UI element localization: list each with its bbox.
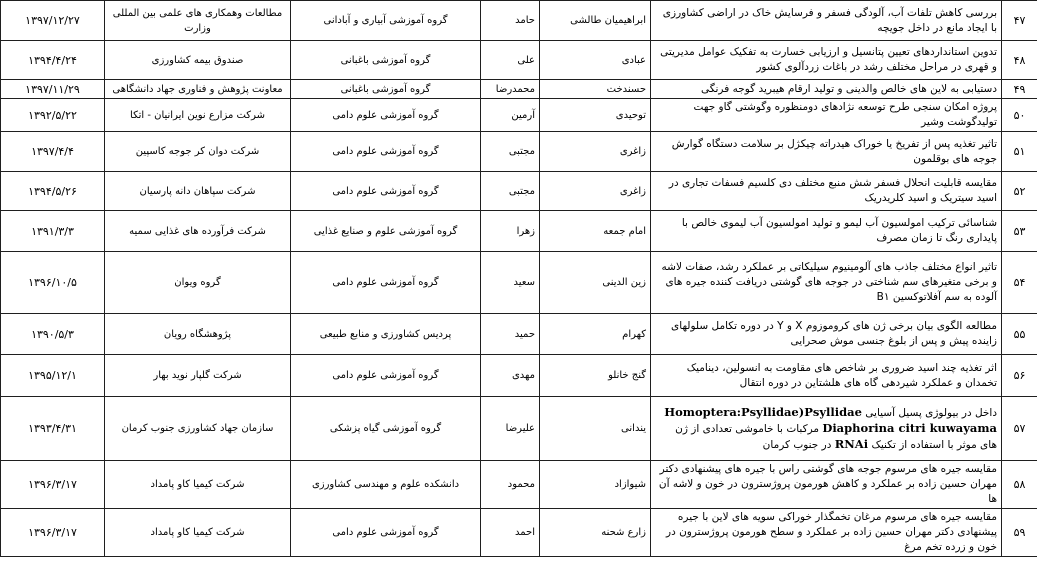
row-number-cell: ۵۳ — [1002, 211, 1037, 252]
lastname-cell: کهرام — [540, 314, 651, 355]
firstname-cell: حامد — [481, 1, 540, 41]
sponsor-organization-cell: شرکت سپاهان دانه پارسیان — [105, 172, 291, 211]
table-row — [1, 172, 1037, 211]
department-cell: پردیس کشاورزی و منابع طبیعی — [291, 314, 481, 355]
project-title-segment: مقایسه جیره های مرسوم مرغان تخمگذار خوراکی سویه های لاین با جیره پیشنهادی دکتر مهران حسین زاده بر عملکرد و سطح هورمون پروژسترون در خون و زرده تخم مرغ — [666, 511, 997, 553]
lastname-cell: امام جمعه — [540, 211, 651, 252]
lastname-cell: عبادی — [540, 41, 651, 80]
department-cell: گروه آموزشی باغبانی — [291, 80, 481, 99]
sponsor-organization-cell: شرکت کیمیا کاو پامداد — [105, 461, 291, 509]
project-title-segment: شناسائی ترکیب امولسیون آب لیمو و تولید امولسیون آب لیموی خالص با پایداری رنگ تا زمان مصرف — [681, 217, 997, 244]
sponsor-organization-cell: شرکت گلپار نوید بهار — [105, 355, 291, 397]
lastname-cell: گنج خانلو — [540, 355, 651, 397]
lastname-cell: شیوازاد — [540, 461, 651, 509]
project-title-cell — [651, 355, 1002, 397]
sponsor-organization-cell: گروه ویوان — [105, 252, 291, 314]
project-title-cell — [651, 461, 1002, 509]
sponsor-organization-cell: معاونت پژوهش و فناوری جهاد دانشگاهی — [105, 80, 291, 99]
project-title-segment: مقایسه جیره های مرسوم جوجه های گوشتی راس با جیره های پیشنهادی دکتر مهران حسین زاده بر عملکرد و کاهش هورمون پروژسترون در خون و لاشه آن ها — [658, 463, 997, 505]
table-row — [1, 41, 1037, 80]
project-title-cell — [651, 397, 1002, 461]
department-cell: گروه آموزشی علوم دامی — [291, 252, 481, 314]
row-number-cell: ۴۸ — [1002, 41, 1037, 80]
row-number-cell: ۵۹ — [1002, 509, 1037, 557]
row-number-cell: ۵۱ — [1002, 132, 1037, 172]
row-number-cell: ۵۲ — [1002, 172, 1037, 211]
firstname-cell: محمدرضا — [481, 80, 540, 99]
lastname-cell: زارع شحنه — [540, 509, 651, 557]
project-title-cell — [651, 314, 1002, 355]
department-cell: گروه آموزشی علوم دامی — [291, 132, 481, 172]
firstname-cell: حمید — [481, 314, 540, 355]
lastname-cell: یندانی — [540, 397, 651, 461]
project-title-segment: مقایسه قابلیت انحلال فسفر شش منبع مختلف دی کلسیم فسفات تجاری در اسید سیتریک و اسید کلریدریک — [668, 177, 997, 204]
lastname-cell: ابراهیمیان طالشی — [540, 1, 651, 41]
table-row — [1, 509, 1037, 557]
contract-date-cell: ۱۳۹۵/۱۲/۱ — [1, 355, 105, 397]
department-cell: گروه آموزشی علوم دامی — [291, 172, 481, 211]
project-title-segment: دستیابی به لاین های خالص والدینی و تولید ارقام هیبرید گوجه فرنگی — [700, 82, 997, 95]
lastname-cell: زاغری — [540, 172, 651, 211]
project-title-segment: مرکبات با خاموشی تعدادی از ژن های موثر — [675, 422, 997, 451]
firstname-cell: مجتبی — [481, 172, 540, 211]
firstname-cell: محمود — [481, 461, 540, 509]
project-title-segment: RNAi — [834, 436, 869, 451]
project-title-cell — [651, 99, 1002, 132]
contract-date-cell: ۱۳۹۷/۴/۴ — [1, 132, 105, 172]
row-number-cell: ۵۶ — [1002, 355, 1037, 397]
contract-date-cell: ۱۳۹۰/۵/۳ — [1, 314, 105, 355]
table-row — [1, 1, 1037, 41]
project-title-cell — [651, 172, 1002, 211]
project-title-cell — [651, 80, 1002, 99]
firstname-cell: مجتبی — [481, 132, 540, 172]
sponsor-organization-cell: پژوهشگاه رویان — [105, 314, 291, 355]
project-title-segment: Diaphorina citri kuwayama — [822, 420, 997, 435]
contract-date-cell: ۱۳۹۷/۱۱/۲۹ — [1, 80, 105, 99]
row-number-cell: ۴۹ — [1002, 80, 1037, 99]
contract-date-cell: ۱۳۹۴/۴/۲۴ — [1, 41, 105, 80]
department-cell: گروه آموزشی علوم و صنایع غذایی — [291, 211, 481, 252]
firstname-cell: علی — [481, 41, 540, 80]
lastname-cell: توحیدی — [540, 99, 651, 132]
sponsor-organization-cell: شرکت کیمیا کاو پامداد — [105, 509, 291, 557]
project-title-segment: Homoptera:Psyllidae)Psyllidae — [664, 404, 862, 419]
lastname-cell: زاغری — [540, 132, 651, 172]
project-title-segment: اثر تغذیه چند اسید ضروری بر شاخص های مقاومت به انسولین، دینامیک تخمدان و عملکرد شیردهی گاه های هلشتاین در دوره انتقال — [686, 361, 997, 389]
contract-date-cell: ۱۳۹۶/۳/۱۷ — [1, 461, 105, 509]
sponsor-organization-cell: مطالعات وهمکاری های علمی بین المللی وزارت — [105, 1, 291, 41]
firstname-cell: زهرا — [481, 211, 540, 252]
contract-date-cell: ۱۳۹۶/۱۰/۵ — [1, 252, 105, 314]
contract-date-cell: ۱۳۹۱/۳/۳ — [1, 211, 105, 252]
department-cell: دانشکده علوم و مهندسی کشاورزی — [291, 461, 481, 509]
sponsor-organization-cell: سازمان جهاد کشاورزی جنوب کرمان — [105, 397, 291, 461]
project-title-segment: پروژه امکان سنجی طرح توسعه نژادهای دومنظوره وگوشتی گاو جهت تولیدگوشت وشیر — [693, 101, 997, 128]
contract-date-cell: ۱۳۹۲/۵/۲۲ — [1, 99, 105, 132]
row-number-cell: ۵۷ — [1002, 397, 1037, 461]
sponsor-organization-cell: صندوق بیمه کشاورزی — [105, 41, 291, 80]
lastname-cell: زین الدینی — [540, 252, 651, 314]
contract-date-cell: ۱۳۹۳/۴/۳۱ — [1, 397, 105, 461]
firstname-cell: مهدی — [481, 355, 540, 397]
department-cell: گروه آموزشی آبیاری و آبادانی — [291, 1, 481, 41]
firstname-cell: علیرضا — [481, 397, 540, 461]
row-number-cell: ۵۴ — [1002, 252, 1037, 314]
firstname-cell: احمد — [481, 509, 540, 557]
row-number-cell: ۵۵ — [1002, 314, 1037, 355]
lastname-cell: حسندخت — [540, 80, 651, 99]
sponsor-organization-cell: شرکت فرآورده های غذایی سمیه — [105, 211, 291, 252]
department-cell: گروه آموزشی علوم دامی — [291, 509, 481, 557]
contract-date-cell: ۱۳۹۴/۵/۲۶ — [1, 172, 105, 211]
firstname-cell: آرمین — [481, 99, 540, 132]
project-title-cell — [651, 1, 1002, 41]
project-title-segment: تاثیر تغذیه پس از تفریخ یا خوراک هیدراته چیکژل بر سلامت دستگاه گوارش جوجه های بوقلمون — [671, 137, 997, 165]
table-row — [1, 252, 1037, 314]
firstname-cell: سعید — [481, 252, 540, 314]
sponsor-organization-cell: شرکت دوان کر جوجه کاسپین — [105, 132, 291, 172]
table-body — [1, 1, 1037, 557]
department-cell: گروه آموزشی گیاه پزشکی — [291, 397, 481, 461]
project-title-cell — [651, 211, 1002, 252]
table-row — [1, 80, 1037, 99]
project-title-segment: در جنوب کرمان — [762, 438, 832, 451]
row-number-cell: ۵۰ — [1002, 99, 1037, 132]
table-row — [1, 355, 1037, 397]
department-cell: گروه آموزشی علوم دامی — [291, 99, 481, 132]
sponsor-organization-cell: شرکت مزارع نوین ایرانیان - اتکا — [105, 99, 291, 132]
project-title-segment: داخل در بیولوژی پسیل آسیایی — [865, 406, 997, 419]
project-title-cell — [651, 509, 1002, 557]
contract-date-cell: ۱۳۹۷/۱۲/۲۷ — [1, 1, 105, 41]
row-number-cell: ۵۸ — [1002, 461, 1037, 509]
table-row — [1, 99, 1037, 132]
department-cell: گروه آموزشی علوم دامی — [291, 355, 481, 397]
table-row — [1, 314, 1037, 355]
project-title-cell — [651, 132, 1002, 172]
project-title-segment: با استفاده از تکنیک — [871, 438, 954, 451]
project-title-segment: مطالعه الگوی بیان برخی ژن های کروموزوم X و Y در دوره تکامل سلولهای زاینده پیش و پس از بلوغ جنسی موش صحرایی — [671, 320, 997, 347]
project-title-cell — [651, 252, 1002, 314]
project-title-cell — [651, 41, 1002, 80]
table-row — [1, 461, 1037, 509]
department-cell: گروه آموزشی باغبانی — [291, 41, 481, 80]
project-title-segment: تاثیر انواع مختلف جاذب های آلومینیوم سیلیکاتی بر عملکرد رشد، صفات لاشه و برخی متغیرهای سم شناختی در جوجه های گوشتی دریافت کننده جیره های آلوده به سم آفلاتوکسین B۱ — [661, 261, 997, 303]
row-number-cell: ۴۷ — [1002, 1, 1037, 41]
project-title-segment: تدوین استانداردهای تعیین پتانسیل و ارزیابی خسارت به تفکیک عوامل مدیریتی و قهری در مراحل مختلف رشد در باغات زردآلوی کشور — [660, 46, 997, 73]
project-title-segment: بررسی کاهش تلفات آب، آلودگی فسفر و فرسایش خاک در اراضی کشاورزی با ایجاد مانع در داخل جویچه — [662, 6, 997, 34]
table-row — [1, 132, 1037, 172]
table-row — [1, 397, 1037, 461]
table-row — [1, 211, 1037, 252]
contract-date-cell: ۱۳۹۶/۳/۱۷ — [1, 509, 105, 557]
